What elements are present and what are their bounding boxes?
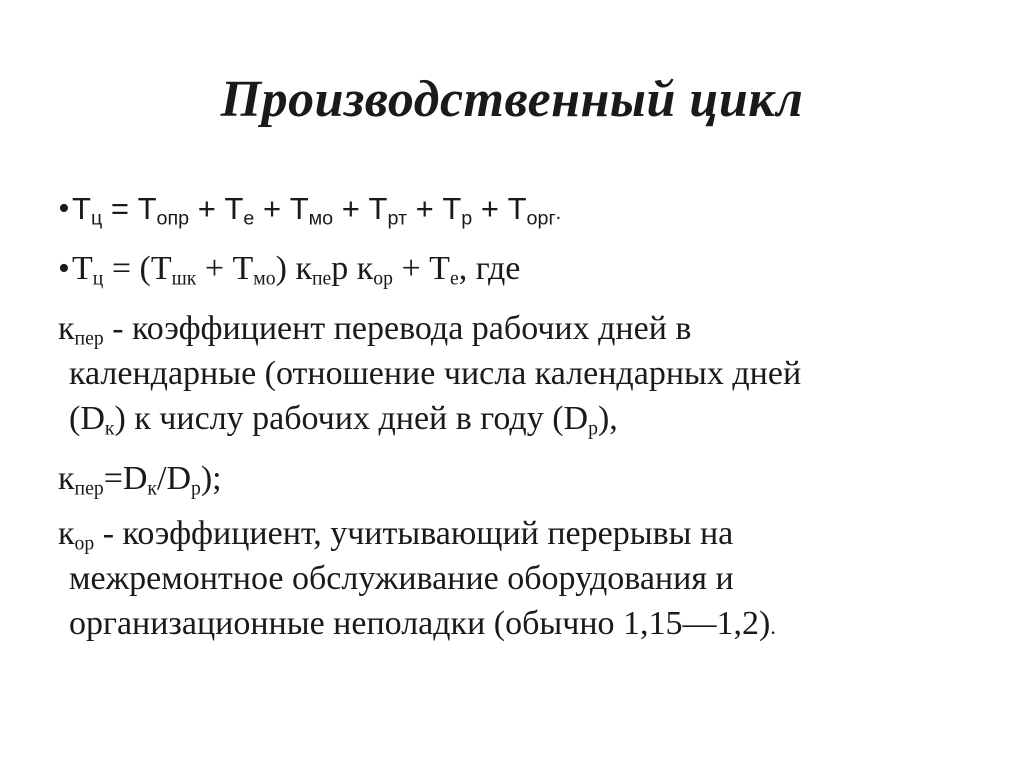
formula-symbol: Т (72, 250, 93, 287)
definition-text: (D (69, 400, 105, 437)
formula-symbol: Т (137, 191, 157, 226)
formula-cycle-sum (58, 190, 561, 228)
formula-subscript: пер (74, 327, 104, 350)
formula-operator: + (333, 191, 369, 226)
formula-cycle-coefficients (58, 250, 520, 288)
formula-symbol: Т (368, 191, 388, 226)
formula-subscript: орг (526, 207, 556, 230)
formula-subscript: пе (311, 267, 332, 290)
formula-symbol: Т (289, 191, 309, 226)
definition-end: . (770, 614, 776, 639)
formula-symbol: Т (442, 191, 462, 226)
formula-operator: = (102, 191, 138, 226)
formula-subscript: мо (253, 267, 276, 290)
formula-subscript: рт (387, 207, 407, 230)
definition-text: - коэффициент перевода рабочих дней в (103, 310, 692, 347)
definition-text: ) к числу рабочих дней в году (D (114, 400, 589, 437)
formula-text: , где (458, 250, 521, 287)
formula-symbol: Т (507, 191, 527, 226)
coefficient-symbol: к (58, 515, 75, 552)
definition-kper-line1 (58, 310, 691, 348)
formula-text: ) к (275, 250, 312, 287)
formula-subscript: ц (92, 267, 104, 290)
formula-text: + Т (393, 250, 450, 287)
formula-subscript: ц (90, 207, 103, 230)
formula-subscript: мо (308, 207, 334, 230)
formula-subscript: ор (373, 267, 393, 290)
formula-text: + Т (196, 250, 254, 287)
formula-subscript: шк (171, 267, 197, 290)
formula-text: /D (157, 460, 191, 497)
definition-text: ), (597, 400, 618, 437)
slide-title: Производственный цикл (220, 71, 804, 128)
formula-end: . (555, 202, 562, 224)
formula-kper (58, 460, 222, 498)
definition-kper-line2: календарные (отношение числа календарных дней (69, 355, 802, 392)
definition-kor-line3 (69, 605, 776, 643)
formula-subscript: к (147, 477, 157, 500)
definition-text: - коэффициент, учитывающий перерывы на (94, 515, 734, 552)
formula-subscript: ор (74, 532, 95, 555)
formula-subscript: е (449, 267, 459, 290)
definition-kper-line3 (69, 400, 618, 438)
formula-text: р к (331, 250, 374, 287)
formula-operator: + (254, 191, 290, 226)
formula-subscript: е (243, 207, 255, 230)
definition-text: организационные неполадки (обычно 1,15—1,2) (69, 605, 771, 642)
formula-symbol: Т (72, 191, 91, 226)
formula-operator: + (472, 191, 508, 226)
formula-symbol: Т (224, 191, 244, 226)
bullet: • (58, 190, 70, 227)
formula-operator: + (407, 191, 443, 226)
formula-subscript: р (588, 417, 598, 440)
formula-text: ); (200, 460, 222, 497)
formula-text: =D (103, 460, 148, 497)
formula-subscript: пер (74, 477, 104, 500)
formula-subscript: к (104, 417, 115, 440)
coefficient-symbol: к (58, 460, 75, 497)
definition-kor-line2: межремонтное обслуживание оборудования и (69, 560, 734, 597)
formula-subscript: р (191, 477, 201, 500)
formula-text: = (Т (103, 250, 172, 287)
definition-kor-line1 (58, 515, 733, 553)
formula-subscript: р (461, 207, 473, 230)
formula-operator: + (189, 191, 225, 226)
coefficient-symbol: к (58, 310, 75, 347)
bullet: • (58, 250, 70, 287)
formula-subscript: опр (156, 207, 190, 230)
